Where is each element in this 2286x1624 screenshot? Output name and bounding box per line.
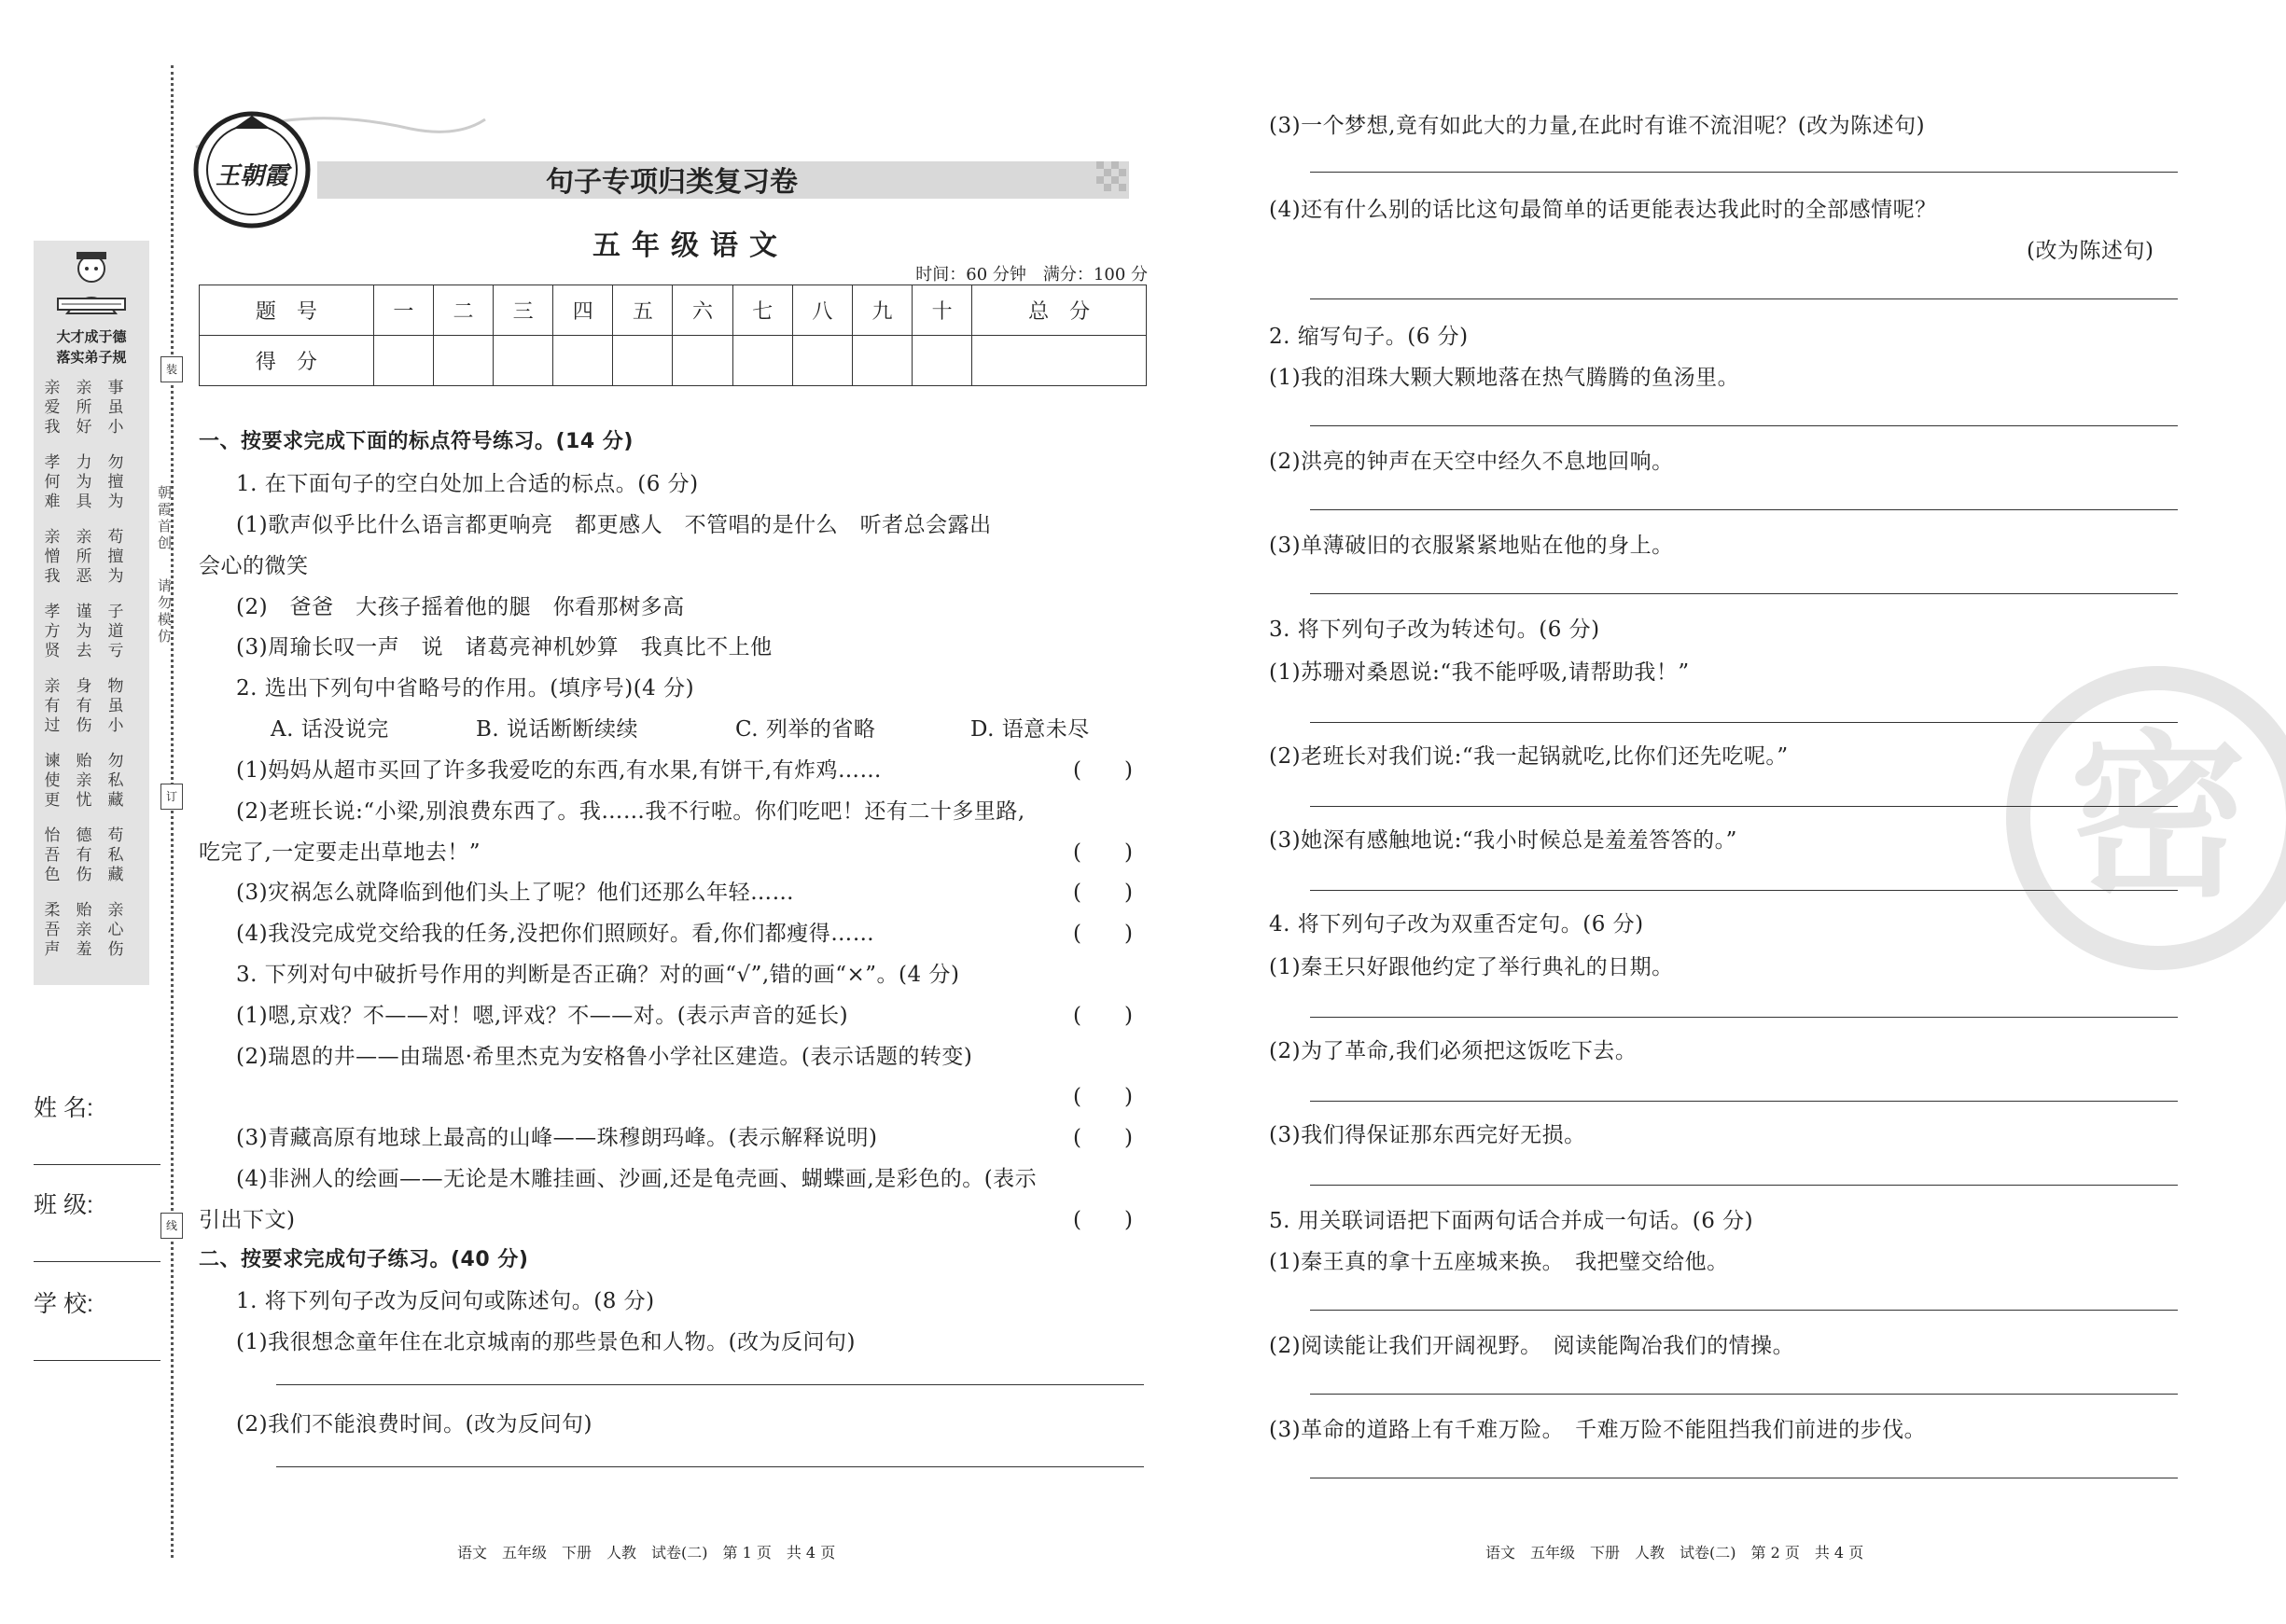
q4-item-1: (1)我很想念童年住在北京城南的那些景色和人物。(改为反问句) (236, 1330, 857, 1354)
q6-item-2: (2)老班长对我们说:“我一起锅就吃,比你们还先吃呢。” (1269, 744, 1789, 769)
score-cell[interactable] (913, 336, 972, 386)
q8-item-1: (1)秦王真的拿十五座城来换。 我把璧交给他。 (1269, 1250, 1729, 1274)
q4-title: 1. 将下列句子改为反问句或陈述句。(8 分) (236, 1289, 655, 1313)
motto-column: 亲所好 (76, 379, 92, 437)
motto-column: 贻亲忧 (76, 752, 92, 810)
answer-line[interactable] (1310, 509, 2178, 510)
answer-paren[interactable]: ( ) (1073, 758, 1133, 783)
school-field[interactable] (34, 1360, 160, 1361)
scholar-illustration (49, 248, 134, 323)
answer-paren[interactable]: ( ) (1073, 1004, 1133, 1028)
score-cell[interactable] (553, 336, 613, 386)
answer-line[interactable] (1310, 1101, 2178, 1102)
score-column-header: 五 (613, 285, 673, 336)
page-1-footer: 语文 五年级 下册 人教 试卷(二) 第 1 页 共 4 页 (457, 1544, 836, 1562)
q7-item-3: (3)我们得保证那东西完好无损。 (1269, 1123, 1586, 1147)
motto-column: 勿私藏 (107, 752, 124, 810)
motto-column: 苟擅为 (107, 528, 124, 586)
score-cell[interactable] (673, 336, 732, 386)
motto-column: 贻亲羞 (76, 901, 92, 959)
score-input-row (200, 336, 1147, 386)
q2-item-1: (1)妈妈从超市买回了许多我爱吃的东西,有水果,有饼干,有炸鸡…… (236, 758, 883, 783)
q8-item-3: (3)革命的道路上有千难万险。 千难万险不能阻挡我们前进的步伐。 (1269, 1418, 1927, 1442)
page-title: 句子专项归类复习卷 (546, 166, 798, 199)
q8-item-2: (2)阅读能让我们开阔视野。 阅读能陶冶我们的情操。 (1269, 1334, 1795, 1358)
answer-line[interactable] (276, 1466, 1144, 1467)
q4-item-2: (2)我们不能浪费时间。(改为反问句) (236, 1412, 593, 1437)
motto-column: 苟私藏 (107, 826, 124, 884)
answer-line[interactable] (276, 1384, 1144, 1385)
score-row-label: 题 号 (200, 285, 374, 336)
motto-column: 勿擅为 (107, 453, 124, 511)
answer-line[interactable] (1310, 425, 2178, 426)
score-column-header: 九 (852, 285, 912, 336)
q7-item-1: (1)秦王只好跟他约定了举行典礼的日期。 (1269, 955, 1674, 979)
q2-item-4: (4)我没完成党交给我的任务,没把你们照顾好。看,你们都瘦得…… (236, 922, 875, 946)
stamp-character: 密 (2069, 715, 2247, 921)
vertical-note-2: 请勿模仿 (156, 578, 173, 645)
q1-item-3: (3)周瑜长叹一声 说 诸葛亮神机妙算 我真比不上他 (236, 635, 773, 659)
answer-paren[interactable]: ( ) (1073, 1126, 1133, 1150)
q5-item-1: (1)我的泪珠大颗大颗地落在热气腾腾的鱼汤里。 (1269, 366, 1740, 390)
motto-top: 大才成于德 (56, 328, 127, 345)
score-column-header: 总 分 (972, 285, 1147, 336)
q2-item-2b: 吃完了,一定要走出草地去！” (199, 840, 481, 865)
answer-line[interactable] (1310, 722, 2178, 723)
score-cell[interactable] (732, 336, 792, 386)
q1-item-1a: (1)歌声似乎比什么语言都更响亮 都更感人 不管唱的是什么 听者总会露出 (236, 513, 992, 537)
score-cell[interactable] (433, 336, 493, 386)
score-row-label: 得 分 (200, 336, 374, 386)
q2-option-a: A. 话没说完 (271, 717, 389, 742)
motto-column: 子道亏 (107, 603, 124, 660)
motto-column: 身有伤 (76, 677, 92, 735)
q4-item-4-note: (改为陈述句) (2027, 239, 2154, 263)
q1-title: 1. 在下面句子的空白处加上合适的标点。(6 分) (236, 472, 699, 496)
q2-option-c: C. 列举的省略 (735, 717, 876, 742)
answer-paren[interactable]: ( ) (1073, 922, 1133, 946)
answer-line[interactable] (1310, 593, 2178, 594)
motto-column: 亲有过 (44, 677, 61, 735)
answer-line[interactable] (1310, 1310, 2178, 1311)
answer-line[interactable] (1310, 890, 2178, 891)
score-column-header: 七 (732, 285, 792, 336)
score-cell[interactable] (852, 336, 912, 386)
score-cell[interactable] (494, 336, 553, 386)
q2-title: 2. 选出下列句中省略号的作用。(填序号)(4 分) (236, 676, 695, 701)
q3-item-2: (2)瑞恩的井——由瑞恩·希里杰克为安格鲁小学社区建造。(表示话题的转变) (236, 1045, 973, 1069)
q8-title: 5. 用关联词语把下面两句话合并成一句话。(6 分) (1269, 1209, 1754, 1233)
answer-line[interactable] (1310, 806, 2178, 807)
class-field[interactable] (34, 1261, 160, 1262)
answer-line[interactable] (1310, 1185, 2178, 1186)
q4-item-3: (3)一个梦想,竟有如此大的力量,在此时有谁不流泪呢？(改为陈述句) (1269, 114, 1926, 138)
q3-item-4b: 引出下文) (199, 1208, 296, 1232)
time-info: 时间：60 分钟 满分：100 分 (915, 265, 1148, 285)
motto-column: 物虽小 (107, 677, 124, 735)
answer-line[interactable] (1310, 1394, 2178, 1395)
q1-item-2: (2) 爸爸 大孩子摇着他的腿 你看那树多高 (236, 595, 685, 619)
binding-gap-ding: 订 (160, 784, 183, 810)
q2-item-3: (3)灾祸怎么就降临到他们头上了呢？他们还那么年轻…… (236, 881, 795, 905)
score-cell[interactable] (613, 336, 673, 386)
q2-option-d: D. 语意未尽 (970, 717, 1090, 742)
score-table (199, 285, 1147, 386)
score-column-header: 一 (373, 285, 433, 336)
q3-title: 3. 下列对句中破折号作用的判断是否正确？对的画“√”,错的画“×”。(4 分) (236, 963, 960, 987)
q6-title: 3. 将下列句子改为转述句。(6 分) (1269, 618, 1600, 642)
answer-line[interactable] (1310, 1017, 2178, 1018)
motto-bottom: 落实弟子规 (56, 349, 127, 366)
answer-line[interactable] (1310, 172, 2178, 173)
name-field[interactable] (34, 1164, 160, 1165)
school-label: 学 校: (34, 1291, 93, 1317)
motto-column: 孝何难 (44, 453, 61, 511)
q2-item-2a: (2)老班长说:“小梁,别浪费东西了。我……我不行啦。你们吃吧！还有二十多里路, (236, 799, 1025, 824)
q1-item-1b: 会心的微笑 (199, 554, 309, 578)
answer-paren[interactable]: ( ) (1073, 840, 1133, 865)
binding-gap-xian: 线 (160, 1213, 183, 1239)
q5-item-2: (2)洪亮的钟声在天空中经久不息地回响。 (1269, 450, 1674, 474)
score-column-header: 十 (913, 285, 972, 336)
vertical-note-1: 朝霞首创 (156, 485, 173, 552)
q3-item-1: (1)嗯,京戏？不——对！嗯,评戏？不——对。(表示声音的延长) (236, 1004, 849, 1028)
q5-item-3: (3)单薄破旧的衣服紧紧地贴在他的身上。 (1269, 534, 1674, 558)
q3-item-3: (3)青藏高原有地球上最高的山峰——珠穆朗玛峰。(表示解释说明) (236, 1126, 878, 1150)
motto-column: 亲所恶 (76, 528, 92, 586)
q3-item-4a: (4)非洲人的绘画——无论是木雕挂画、沙画,还是龟壳画、蝴蝶画,是彩色的。(表示 (236, 1167, 1038, 1191)
score-column-header: 八 (792, 285, 852, 336)
answer-line[interactable] (1310, 298, 2178, 299)
page-2-footer: 语文 五年级 下册 人教 试卷(二) 第 2 页 共 4 页 (1485, 1544, 1864, 1562)
motto-column: 谏使更 (44, 752, 61, 810)
q6-item-1: (1)苏珊对桑恩说:“我不能呼吸,请帮助我！” (1269, 660, 1690, 685)
score-cell[interactable] (373, 336, 433, 386)
name-label: 姓 名: (34, 1095, 93, 1121)
subject-title: 五年级语文 (592, 229, 788, 262)
binding-gap-zhuang: 装 (160, 356, 183, 382)
motto-column: 亲憎我 (44, 528, 61, 586)
q2-option-b: B. 说话断断续续 (476, 717, 639, 742)
motto-column: 谨为去 (76, 603, 92, 660)
motto-column: 亲爱我 (44, 379, 61, 437)
section-2-title: 二、按要求完成句子练习。(40 分) (199, 1248, 529, 1271)
score-cell[interactable] (972, 336, 1147, 386)
class-label: 班 级: (34, 1192, 93, 1218)
q4-item-4: (4)还有什么别的话比这句最简单的话更能表达我此时的全部感情呢？ (1269, 198, 1937, 222)
section-1-title: 一、按要求完成下面的标点符号练习。(14 分) (199, 430, 634, 453)
score-column-header: 二 (433, 285, 493, 336)
motto-column: 事虽小 (107, 379, 124, 437)
score-header-row (200, 285, 1147, 336)
answer-paren[interactable]: ( ) (1073, 881, 1133, 905)
answer-paren[interactable]: ( ) (1073, 1208, 1133, 1232)
q6-item-3: (3)她深有感触地说:“我小时候总是羞羞答答的。” (1269, 828, 1737, 853)
motto-column: 怡吾色 (44, 826, 61, 884)
q7-title: 4. 将下列句子改为双重否定句。(6 分) (1269, 912, 1644, 937)
score-column-header: 六 (673, 285, 732, 336)
motto-column: 德有伤 (76, 826, 92, 884)
q7-item-2: (2)为了革命,我们必须把这饭吃下去。 (1269, 1039, 1638, 1063)
q5-title: 2. 缩写句子。(6 分) (1269, 325, 1469, 349)
score-column-header: 四 (553, 285, 613, 336)
score-column-header: 三 (494, 285, 553, 336)
logo-text: 王朝霞 (215, 162, 288, 190)
binding-dotted-line (171, 65, 174, 1558)
answer-paren[interactable]: ( ) (1073, 1085, 1133, 1109)
motto-column: 力为具 (76, 453, 92, 511)
motto-column: 亲心伤 (107, 901, 124, 959)
score-cell[interactable] (792, 336, 852, 386)
motto-column: 柔吾声 (44, 901, 61, 959)
motto-panel (34, 241, 149, 985)
motto-column: 孝方贤 (44, 603, 61, 660)
